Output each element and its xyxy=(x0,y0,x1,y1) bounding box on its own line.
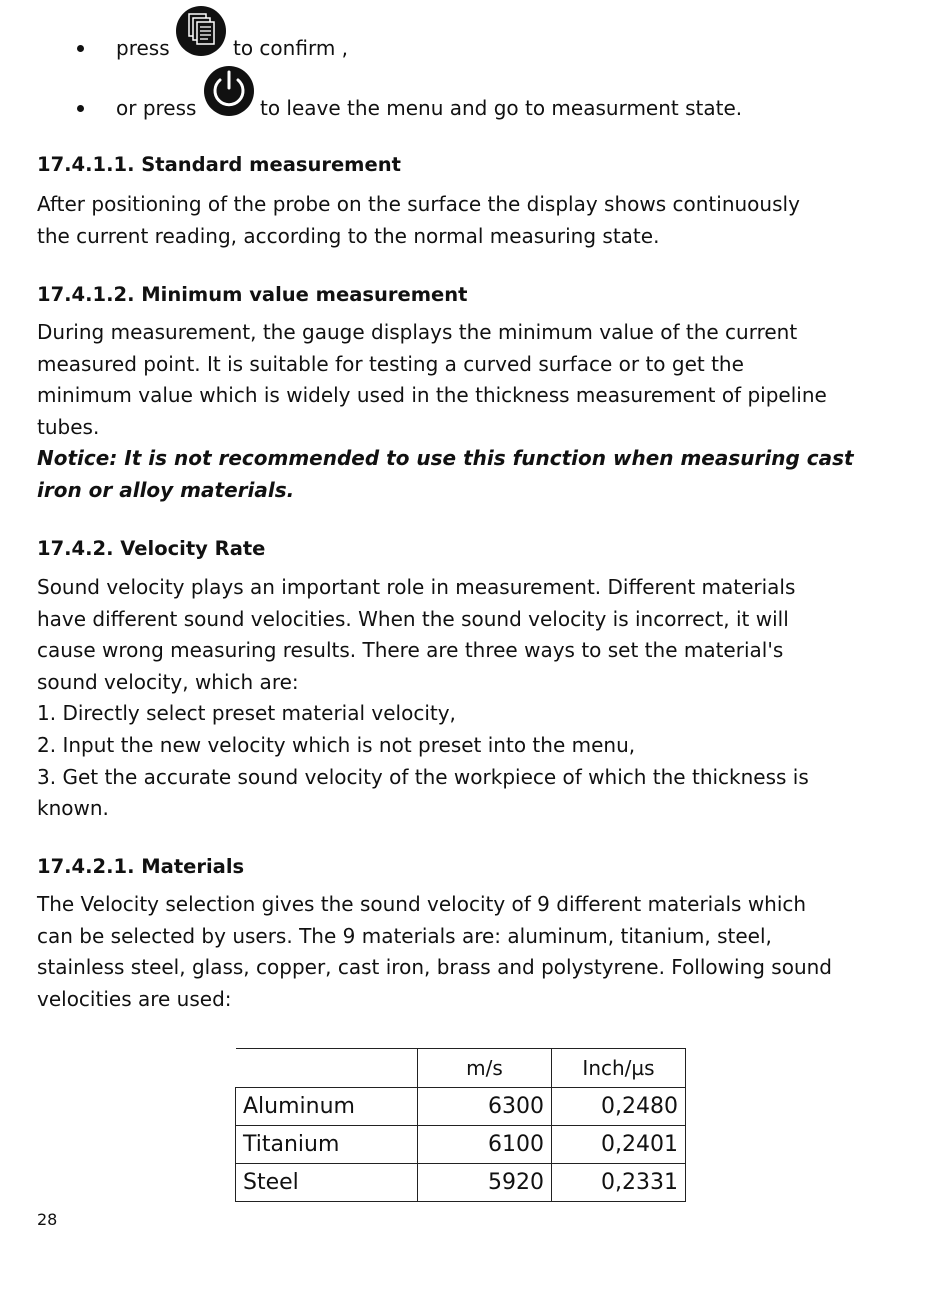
table-header-cell: Inch/µs xyxy=(552,1049,686,1088)
velocity-inch-cell: 0,2401 xyxy=(552,1126,686,1164)
heading-velocity-rate: 17.4.2. Velocity Rate xyxy=(37,537,266,560)
velocity-ms-cell: 6300 xyxy=(418,1088,552,1126)
table-header-row xyxy=(236,1049,686,1088)
text-line: known. xyxy=(37,796,109,821)
text-line: After positioning of the probe on the surface the display shows continuously xyxy=(37,192,800,216)
bullet-text-after: to confirm , xyxy=(233,36,349,60)
table-row xyxy=(236,1164,686,1202)
bullet-power xyxy=(0,82,950,132)
table-header-cell xyxy=(236,1049,418,1088)
table-row xyxy=(236,1088,686,1126)
text-line: measured point. It is suitable for testing a curved surface or to get the xyxy=(37,351,744,376)
text-line: have different sound velocities. When the sound velocity is incorrect, it will xyxy=(37,606,789,631)
velocity-ms-cell: 5920 xyxy=(418,1164,552,1202)
text-line: minimum value which is widely used in the thickness measurement of pipeline xyxy=(37,383,827,408)
bullet-text-before: or press xyxy=(116,96,197,120)
list-item: 3. Get the accurate sound velocity of the workpiece of which the thickness is xyxy=(37,764,809,789)
text-line: The Velocity selection gives the sound velocity of 9 different materials which xyxy=(37,892,807,916)
heading-standard-measurement: 17.4.1.1. Standard measurement xyxy=(37,153,401,176)
text-line: tubes. xyxy=(37,414,100,439)
page-number: 28 xyxy=(37,1210,58,1229)
text-line: can be selected by users. The 9 materials are: aluminum, titanium, steel, xyxy=(37,923,772,948)
paragraph-velocity-rate xyxy=(37,572,897,825)
paragraph-minimum-value xyxy=(37,317,897,507)
heading-materials: 17.4.2.1. Materials xyxy=(37,855,245,878)
notice-line: iron or alloy materials. xyxy=(37,477,295,502)
heading-minimum-value: 17.4.1.2. Minimum value measurement xyxy=(37,283,468,306)
table-header-cell: m/s xyxy=(418,1049,552,1088)
notice-line: Notice: It is not recommended to use this function when measuring cast xyxy=(37,446,854,471)
table-row xyxy=(236,1126,686,1164)
paragraph-materials xyxy=(37,889,897,1015)
text-line: sound velocity, which are: xyxy=(37,669,299,694)
power-icon xyxy=(202,64,256,120)
text-line: cause wrong measuring results. There are three ways to set the material's xyxy=(37,638,784,663)
bullet-dot xyxy=(77,105,84,112)
bullet-dot xyxy=(77,45,84,52)
text-line: velocities are used: xyxy=(37,986,232,1011)
velocity-table xyxy=(235,1048,686,1202)
text-line: Sound velocity plays an important role in measurement. Different materials xyxy=(37,575,796,599)
text-line: the current reading, according to the normal measuring state. xyxy=(37,223,660,248)
velocity-inch-cell: 0,2480 xyxy=(552,1088,686,1126)
material-cell: Steel xyxy=(236,1164,418,1202)
bullet-text-before: press xyxy=(116,36,170,60)
list-item: 2. Input the new velocity which is not preset into the menu, xyxy=(37,732,636,757)
paragraph-standard-measurement xyxy=(37,189,897,252)
bullet-confirm xyxy=(0,22,950,72)
material-cell: Aluminum xyxy=(236,1088,418,1126)
document-icon xyxy=(174,4,228,60)
text-line: stainless steel, glass, copper, cast iron, brass and polystyrene. Following sound xyxy=(37,955,832,980)
text-line: During measurement, the gauge displays the minimum value of the current xyxy=(37,320,798,344)
material-cell: Titanium xyxy=(236,1126,418,1164)
velocity-ms-cell: 6100 xyxy=(418,1126,552,1164)
list-item: 1. Directly select preset material velocity, xyxy=(37,701,456,726)
bullet-text-after: to leave the menu and go to measurment state. xyxy=(260,96,743,120)
velocity-inch-cell: 0,2331 xyxy=(552,1164,686,1202)
